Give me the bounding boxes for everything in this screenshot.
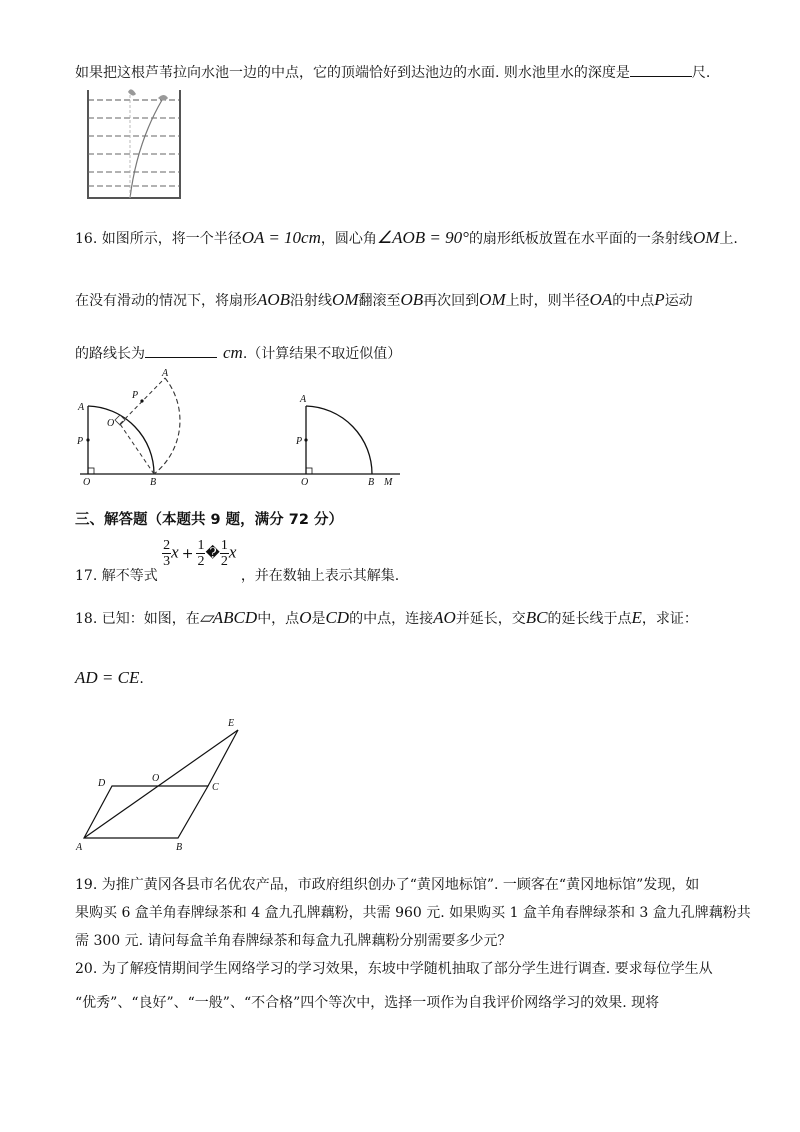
- q19-line3: 需 300 元. 请问每盒羊角春牌绿茶和每盒九孔牌藕粉分别需要多少元？: [75, 933, 512, 949]
- q20-line2: “优秀”、“良好”、“一般”、“不合格”四个等次中，选择一项作为自我评价网络学习的效果. 现将: [75, 995, 660, 1011]
- q18-line1: 18. 已知：如图，在▱ABCD中，点O是CD的中点，连接AO并延长，交BC的延长线于点E，求证：: [75, 608, 698, 627]
- label-O-2: O: [301, 477, 309, 488]
- q19-line2: 果购买 6 盒羊角春牌绿茶和 4 盒九孔牌藕粉，共需 960 元. 如果购买 1 盒羊角春牌绿茶和 3 盒九孔牌藕粉共: [75, 905, 751, 921]
- label-C: C: [212, 782, 219, 793]
- label-M: M: [384, 477, 393, 488]
- label-A: A: [78, 402, 85, 413]
- label-A: A: [76, 842, 83, 853]
- pool-figure: [84, 86, 184, 202]
- label-E: E: [228, 718, 235, 729]
- q18-conclusion: AD = CE.: [75, 668, 144, 687]
- parallelogram-figure: [72, 716, 252, 852]
- q16-line1: 16. 如图所示，将一个半径OA = 10cm，圆心角∠AOB = 90°的扇形纸板放置在水平面的一条射线OM上.: [75, 228, 738, 247]
- q17-inequality: 17. 解不等式 $\frac{2}{3}$ x + $\frac{1}{2}$ � $\frac{1}{2}$ x ，并在数轴上表示其解集.: [75, 538, 400, 584]
- label-D: D: [98, 778, 106, 789]
- q19-line1: 19. 为推广黄冈各县市名优农产品，市政府组织创办了“黄冈地标馆”. 一顾客在“黄冈地标馆”发现，如: [75, 877, 700, 893]
- answer-blank: [630, 76, 692, 77]
- label-P-2: P: [296, 436, 303, 447]
- section-heading: 三、解答题（本题共 9 题，满分 72 分）: [75, 512, 343, 528]
- label-B: B: [176, 842, 183, 853]
- q15-text: 如果把这根芦苇拉向水池一边的中点，它的顶端恰好到达池边的水面. 则水池里水的深度是 尺.: [75, 65, 711, 81]
- label-O-rotated: O: [107, 418, 115, 429]
- label-O: O: [152, 773, 160, 784]
- label-A-rotated: A: [162, 368, 169, 379]
- q16-line3: 的路线长为 cm.（计算结果不取近似值）: [75, 343, 402, 362]
- q20-line1: 20. 为了解疫情期间学生网络学习的学习效果，东坡中学随机抽取了部分学生进行调查. 要求每位学生从: [75, 961, 713, 977]
- label-B-2: B: [368, 477, 375, 488]
- answer-blank: [145, 357, 217, 358]
- label-P-rotated: P: [132, 390, 139, 401]
- label-O: O: [83, 477, 91, 488]
- label-A-2: A: [300, 394, 307, 405]
- sector-rolling-figure: [70, 368, 410, 490]
- label-P: P: [77, 436, 84, 447]
- label-B: B: [150, 477, 157, 488]
- q16-line2: 在没有滑动的情况下，将扇形AOB沿射线OM翻滚至OB再次回到OM上时，则半径OA的中点P运动: [75, 290, 693, 309]
